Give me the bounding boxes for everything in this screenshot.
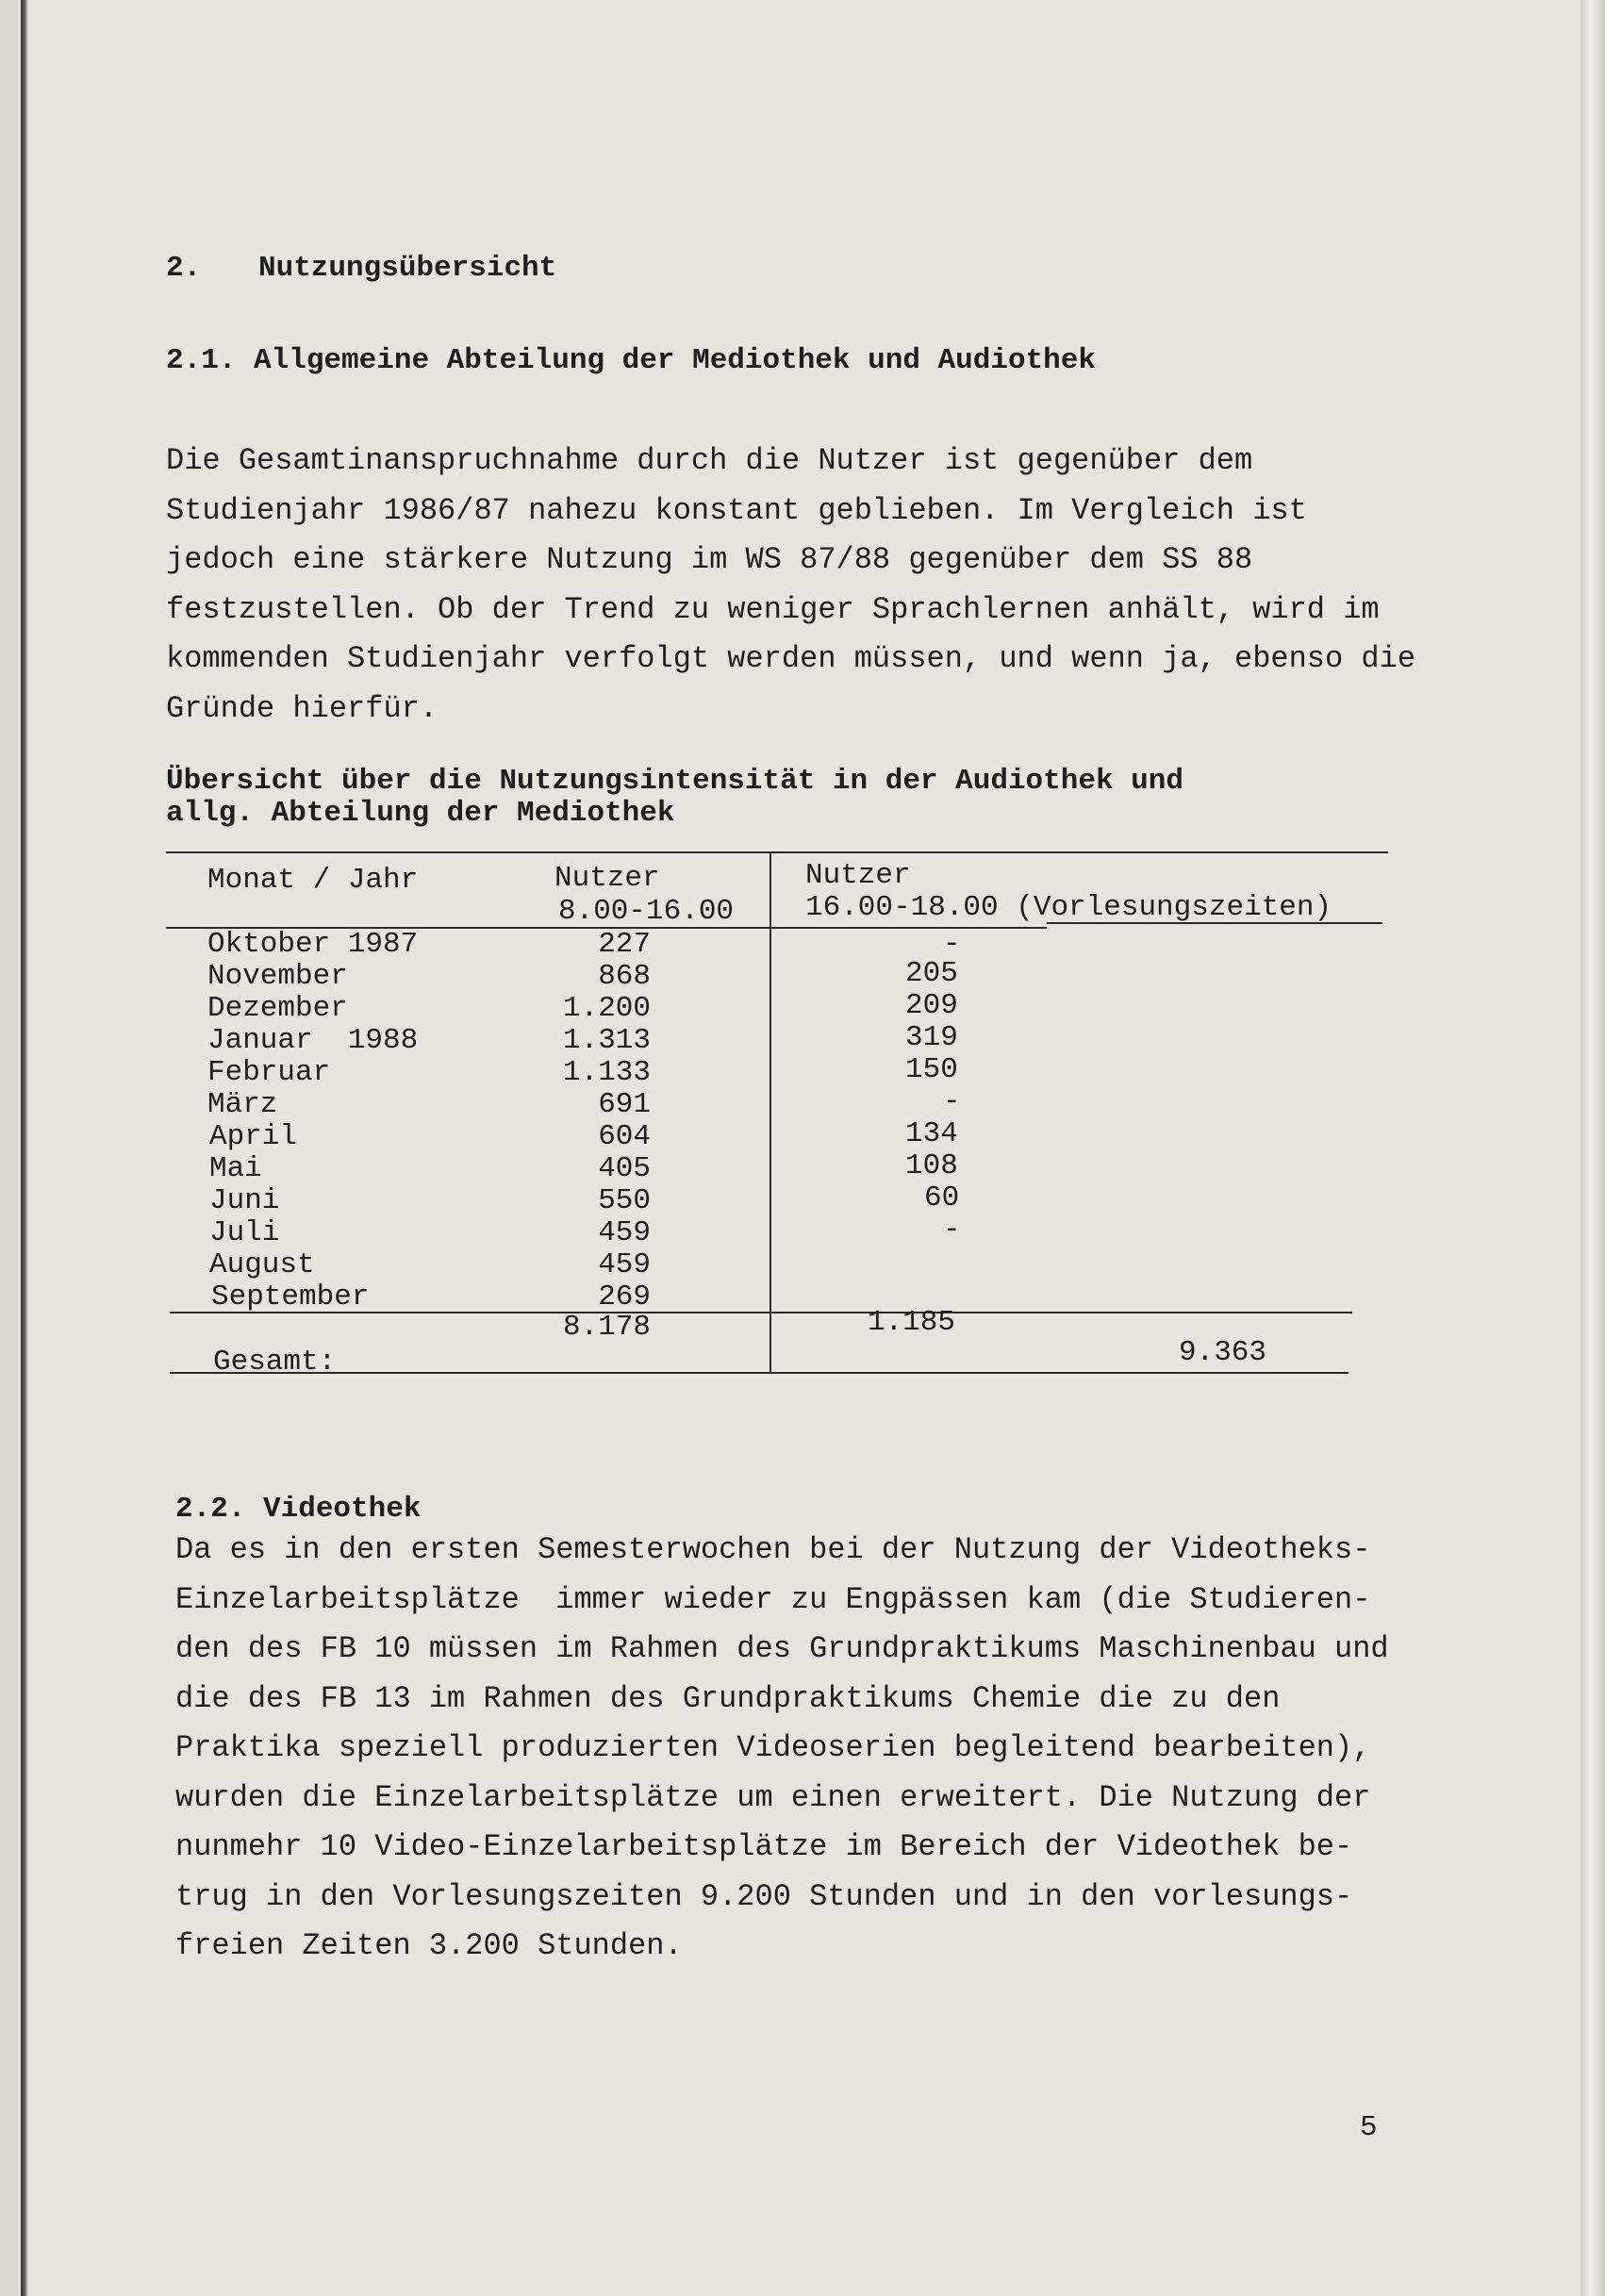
subsection-heading-2-2: 2.2. Videothek <box>175 1493 422 1526</box>
table-row-evening: - <box>943 1085 961 1118</box>
paragraph-line: Praktika speziell produzierten Videoserien begleitend bearbeiten), <box>175 1730 1371 1765</box>
column-header-day-line-1: Nutzer <box>554 862 660 895</box>
table-row-month: September <box>211 1280 370 1313</box>
table-row-month: März <box>207 1088 278 1121</box>
table-row-evening: 150 <box>905 1053 958 1086</box>
paragraph-line: freien Zeiten 3.200 Stunden. <box>175 1928 683 1963</box>
table-row-month: Juni <box>209 1184 280 1217</box>
table-row-month: Dezember <box>207 992 348 1025</box>
table-row-month: Januar 1988 <box>207 1024 419 1057</box>
paragraph-line: wurden die Einzelarbeitsplätze um einen erweitert. Die Nutzung der <box>175 1779 1371 1815</box>
table-row-day: 405 <box>598 1152 651 1185</box>
page-edge <box>1580 0 1605 2296</box>
table-row-evening: - <box>943 928 961 961</box>
column-header-evening-line-2: 16.00-18.00 (Vorlesungszeiten) <box>805 891 1332 924</box>
table-row-evening: 134 <box>905 1117 958 1150</box>
table-row-evening: 209 <box>905 989 958 1022</box>
paragraph-line: nunmehr 10 Video-Einzelarbeitsplätze im Bereich der Videothek be- <box>175 1829 1353 1864</box>
paragraph-line: den des FB 10 müssen im Rahmen des Grundpraktikums Maschinenbau und <box>175 1631 1389 1666</box>
table-caption-line-1: Übersicht über die Nutzungsintensität in der Audiothek und <box>166 765 1183 798</box>
table-row-month: April <box>209 1120 298 1153</box>
table-row-month: Juli <box>209 1216 280 1249</box>
table-row-day: 227 <box>598 928 651 961</box>
total-day: 8.178 <box>562 1311 651 1344</box>
table-row-day: 691 <box>598 1088 651 1121</box>
table-row-evening: 60 <box>924 1181 960 1214</box>
totals-rule <box>170 1312 1352 1313</box>
table-row-day: 459 <box>598 1216 651 1249</box>
table-row-day: 1.313 <box>562 1024 651 1057</box>
table-row-month: August <box>209 1248 315 1281</box>
table-row-month: Mai <box>209 1152 262 1185</box>
table-bottom-rule <box>170 1372 1349 1374</box>
subsection-2-2-paragraph <box>175 1526 1486 1972</box>
total-evening: 1.185 <box>868 1306 956 1339</box>
table-caption-line-2: allg. Abteilung der Mediothek <box>166 797 675 830</box>
grand-total: 9.363 <box>1179 1336 1267 1369</box>
column-header-evening-line-1: Nutzer <box>805 859 911 892</box>
table-row-evening: - <box>943 1214 961 1247</box>
column-header-day-line-2: 8.00-16.00 <box>558 895 735 928</box>
section-number: 2. <box>166 252 202 285</box>
paragraph-line: Da es in den ersten Semesterwochen bei der Nutzung der Videotheks- <box>175 1532 1371 1567</box>
table-row-evening: 205 <box>905 957 958 990</box>
table-row-evening: 108 <box>905 1149 958 1182</box>
header-rule-middle <box>769 927 1047 929</box>
table-row-evening: 319 <box>905 1021 958 1054</box>
page-number: 5 <box>1360 2111 1378 2144</box>
table-row-day: 1.133 <box>562 1056 651 1089</box>
table-row-day: 269 <box>598 1280 651 1313</box>
table-row-day: 459 <box>598 1248 651 1281</box>
subsection-2-1-paragraph: Die Gesamtinanspruchnahme durch die Nutzer ist gegenüber dem Studienjahr 1986/87 nahezu konstant geblieben. Im Vergleich ist jedoch eine stärkere Nutzung im WS 87/88 gegenüber dem SS 88 festzustellen. Ob der Trend zu weniger Sprachlernen anhält, wird im kommenden Studienjahr verfolgt werden müssen, und wenn ja, ebenso die Gründe hierfür. <box>166 443 1416 726</box>
table-row-day: 604 <box>598 1120 651 1153</box>
binding-spine <box>21 0 28 2296</box>
header-underline-right <box>1047 922 1382 924</box>
table-row-month: Februar <box>207 1056 331 1089</box>
total-label: Gesamt: <box>213 1346 337 1379</box>
paragraph-line: Einzelarbeitsplätze immer wieder zu Engpässen kam (die Studieren- <box>175 1581 1371 1617</box>
table-row-day: 1.200 <box>562 992 651 1025</box>
table-row-day: 868 <box>598 960 651 993</box>
section-title: Nutzungsübersicht <box>258 252 557 285</box>
column-header-month: Monat / Jahr <box>207 864 419 897</box>
table-top-rule <box>166 851 1388 853</box>
table-row-day: 550 <box>598 1184 651 1217</box>
table-row-month: November <box>207 960 348 993</box>
paragraph-line: trug in den Vorlesungszeiten 9.200 Stunden und in den vorlesungs- <box>175 1878 1353 1914</box>
paragraph-line: die des FB 13 im Rahmen des Grundpraktikums Chemie die zu den <box>175 1680 1281 1716</box>
subsection-heading-2-1: 2.1. Allgemeine Abteilung der Mediothek und Audiothek <box>166 344 1096 377</box>
table-row-month: Oktober 1987 <box>207 928 419 961</box>
table-column-divider <box>769 851 771 1372</box>
